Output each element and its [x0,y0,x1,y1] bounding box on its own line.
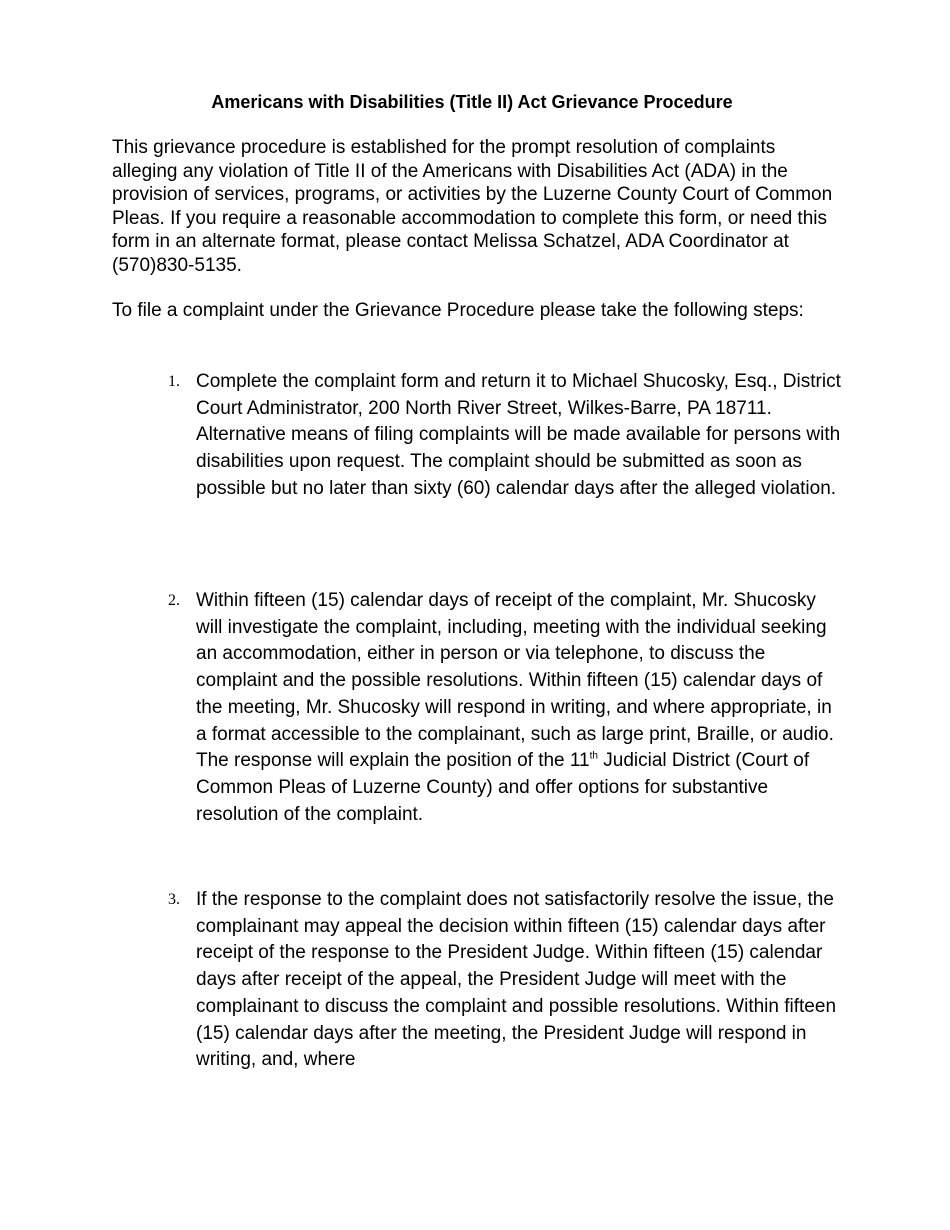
step-text-part: Within fifteen (15) calendar days of receipt of the complaint, Mr. Shucosky will investigate the complaint, including, meeting with the individual seeking an accommodation, either in person or via telephone, to discuss the complaint and the possible resolutions. Within fifteen (15) calendar days of the meeting, Mr. Shucosky will respond in writing, and where appropriate, in a format accessible to the complainant, such as large print, Braille, or audio. The response will explain the position of the 11 [196,590,834,772]
step-text: Complete the complaint form and return it to Michael Shucosky, Esq., District Court Administrator, 200 North River Street, Wilkes-Barre, PA 18711. Alternative means of filing complaints will be made available for persons with disabilities upon request. The complaint should be submitted as soon as possible but no later than sixty (60) calendar days after the alleged violation. [196,371,841,499]
step-text: If the response to the complaint does not satisfactorily resolve the issue, the complainant may appeal the decision within fifteen (15) calendar days after receipt of the response to the President Judge. Within fifteen (15) calendar days after receipt of the appeal, the President Judge will meet with the complainant to discuss the complaint and possible resolutions. Within fifteen (15) calendar days after the meeting, the President Judge will respond in writing, and, where [196,889,837,1071]
step-number: 2. [168,592,180,609]
document-title: Americans with Disabilities (Title II) Act Grievance Procedure [211,92,733,112]
step-text-part: Judicial District (Court of Common Pleas of Luzerne County) and offer options for substantive resolution of the complaint. [196,750,810,825]
step-text [196,588,846,828]
step-number: 3. [168,891,180,908]
step-number: 1. [168,373,180,390]
steps-intro-paragraph: To file a complaint under the Grievance Procedure please take the following steps: [112,300,804,321]
ordinal-superscript: th [589,750,598,762]
intro-paragraph: This grievance procedure is established for the prompt resolution of complaints alleging any violation of Title II of the Americans with Disabilities Act (ADA) in the provision of services, programs, or activities by the Luzerne County Court of Common Pleas. If you require a reasonable accommodation to complete this form, or need this form in an alternate format, please contact Melissa Schatzel, ADA Coordinator at (570)830-5135. [112,137,833,276]
